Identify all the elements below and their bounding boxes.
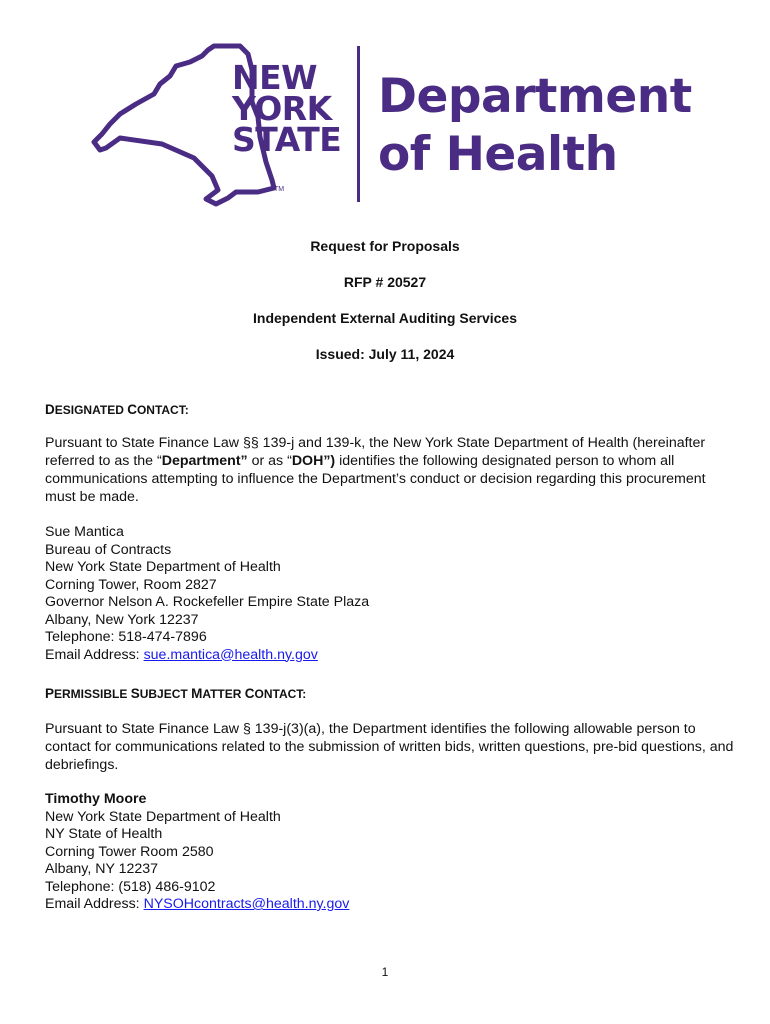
logo-dept-line1: Department xyxy=(378,69,692,124)
trademark-mark: TM xyxy=(274,186,285,193)
designated-contact-address xyxy=(45,524,369,664)
address-line: Albany, New York 12237 xyxy=(45,611,199,628)
designated-contact-paragraph: Pursuant to State Finance Law §§ 139-j and 139-k, the New York State Department of Health (hereinafter referred to as the “Department” or as “DOH”) identifies the following designated person to whom all communications attempting to influence the Department’s conduct or decision regarding this procurement must be made. xyxy=(45,435,706,505)
email-line: Email Address: sue.mantica@health.ny.gov xyxy=(45,646,318,663)
document-title: Request for Proposals xyxy=(310,238,460,254)
telephone: Telephone: 518-474-7896 xyxy=(45,629,207,645)
designated-contact-heading: DESIGNATED CONTACT: xyxy=(45,402,189,417)
contact-name: Timothy Moore xyxy=(45,791,147,807)
issued-date: Issued: July 11, 2024 xyxy=(315,346,455,362)
telephone: Telephone: (518) 486-9102 xyxy=(45,878,216,895)
address-line: New York State Department of Health xyxy=(45,559,281,575)
address-line: Albany, NY 12237 xyxy=(45,861,159,877)
address-line: NY State of Health xyxy=(45,826,163,842)
permissible-contact-address xyxy=(45,791,349,914)
logo-divider xyxy=(357,46,360,202)
permissible-contact-paragraph: Pursuant to State Finance Law § 139-j(3)(a), the Department identifies the following allowable person to contact for communications related to the submission of written bids, written questions, pre-bid questions, and debriefings. xyxy=(45,721,734,773)
address-line: Corning Tower Room 2580 xyxy=(45,843,214,860)
address-line: Bureau of Contracts xyxy=(45,541,172,558)
logo-state-line1: NEW xyxy=(232,58,318,97)
rfp-number: RFP # 20527 xyxy=(343,274,427,290)
address-line: New York State Department of Health xyxy=(45,808,281,825)
rfp-subject: Independent External Auditing Services xyxy=(253,310,517,326)
address-line: Governor Nelson A. Rockefeller Empire State Plaza xyxy=(45,594,370,610)
permissible-contact-heading: PERMISSIBLE SUBJECT MATTER CONTACT: xyxy=(45,686,307,701)
new-york-state-wordmark xyxy=(232,58,342,159)
email-line: Email Address: NYSOHcontracts@health.ny.gov xyxy=(45,896,350,912)
nys-doh-logo xyxy=(90,42,690,207)
logo-state-line3: STATE xyxy=(232,120,342,159)
address-line: Corning Tower, Room 2827 xyxy=(45,576,217,593)
email-link[interactable]: NYSOHcontracts@health.ny.gov xyxy=(143,896,350,912)
logo-dept-line2: of Health xyxy=(378,127,618,182)
contact-name: Sue Mantica xyxy=(45,524,124,540)
department-of-health-wordmark xyxy=(378,68,692,184)
email-link[interactable]: sue.mantica@health.ny.gov xyxy=(143,646,318,663)
logo-state-line2: YORK xyxy=(232,89,332,128)
page-number: 1 xyxy=(381,965,389,979)
